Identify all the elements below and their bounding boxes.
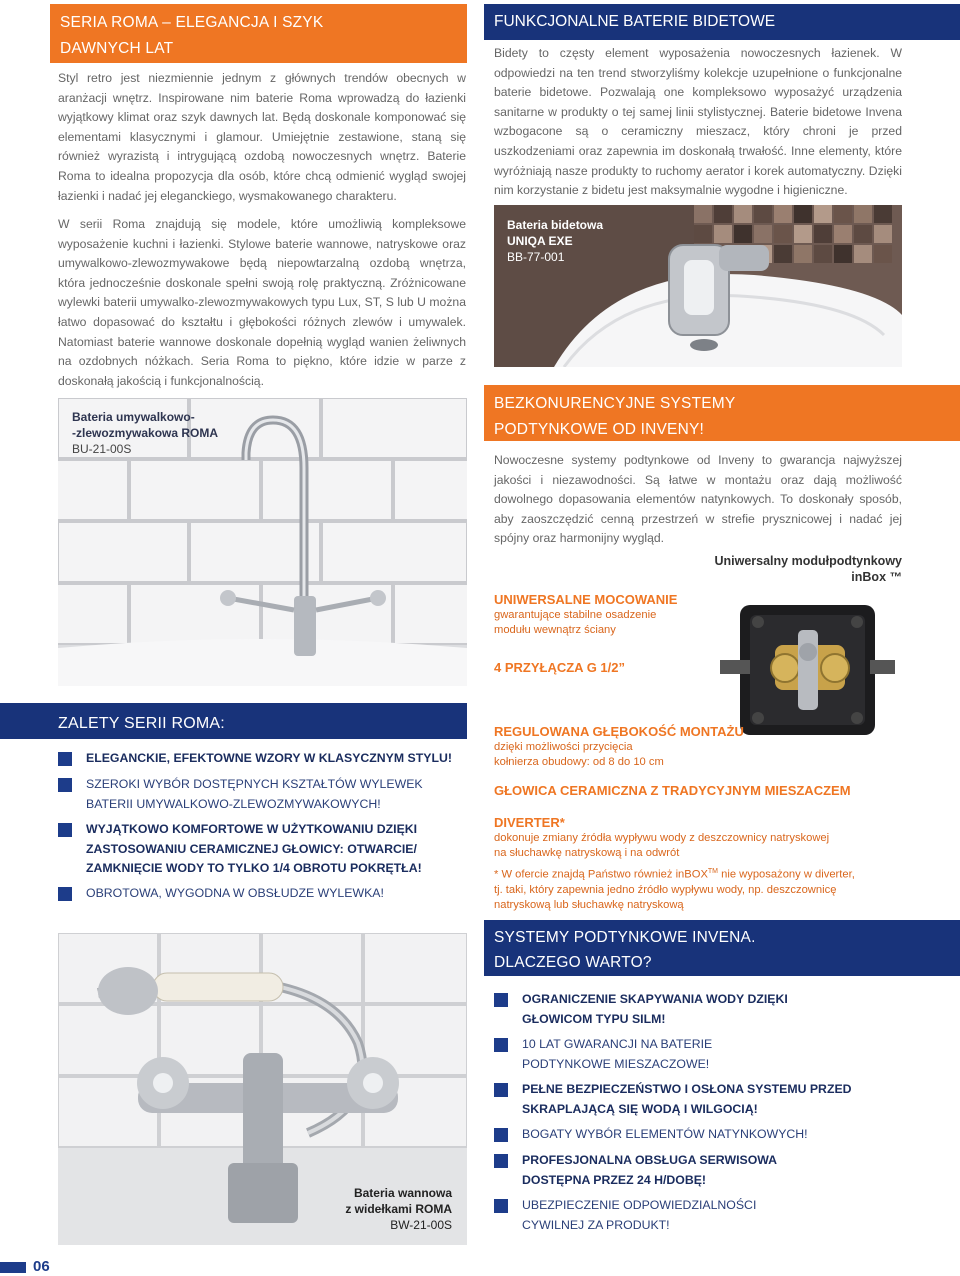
- feature-connections: 4 PRZYŁĄCZA G 1/2”: [494, 660, 625, 675]
- why-item: [494, 1035, 894, 1074]
- why-header-line2: DLACZEGO WARTO?: [494, 954, 652, 971]
- inbox-module-image: [720, 590, 895, 745]
- bidet-caption: [507, 217, 667, 265]
- bullet-square-icon: [58, 778, 72, 792]
- bullet-square-icon: [494, 1083, 508, 1097]
- feature-adjustable-depth-title: REGULOWANA GŁĘBOKOŚĆ MONTAŻU: [494, 724, 744, 739]
- feature-diverter-sub2: na słuchawkę natryskową i na odwrót: [494, 847, 680, 859]
- inbox-caption-line1: Uniwersalny modułpodtynkowy: [714, 554, 902, 568]
- bullet-square-icon: [494, 1199, 508, 1213]
- feature-diverter: [494, 815, 914, 861]
- why-item-text: [522, 1080, 852, 1119]
- why-item-line1: PROFESJONALNA OBSŁUGA SERWISOWA: [522, 1153, 778, 1167]
- roma-advantage-item: [58, 749, 468, 769]
- why-item-text: BOGATY WYBÓR ELEMENTÓW NATYNKOWYCH!: [522, 1127, 808, 1141]
- feature-universal-mounting: [494, 592, 714, 638]
- why-item-line1: OGRANICZENIE SKAPYWANIA WODY DZIĘKI: [522, 992, 788, 1006]
- bullet-square-icon: [58, 752, 72, 766]
- concealed-systems-paragraph: Nowoczesne systemy podtynkowe od Inveny to gwarancja najwyższej jakości i niezawodności. Są łatwe w montażu oraz dają możliwość dowolnego dopasowania elementów natynkowych. To doskonały sposób, aby zaoszczędzić cenną przestrzeń w strefie prysznicowej i nadać jej spójny oraz harmonijny wygląd.: [494, 453, 902, 546]
- feature-universal-mounting-sub2: modułu wewnątrz ściany: [494, 624, 616, 636]
- bullet-square-icon: [494, 1038, 508, 1052]
- bidet-caption-line2: UNIQA EXE: [507, 234, 573, 248]
- page-number: 06: [33, 1258, 50, 1275]
- diverter-footnote-line1: [494, 864, 914, 883]
- why-item-text: [522, 1035, 712, 1074]
- diverter-footnote-line2: tj. taki, który zapewnia jedno źródło wypływu wody, np. deszczownicę: [494, 883, 837, 896]
- why-item-line2: CYWILNEJ ZA PRODUKT!: [522, 1217, 670, 1232]
- why-item: [494, 1151, 894, 1190]
- roma-basin-caption: [72, 409, 272, 457]
- roma-basin-caption-line1: Bateria umywalkowo-: [72, 410, 195, 424]
- feature-diverter-title: DIVERTER*: [494, 815, 565, 830]
- bidet-header: FUNKCJONALNE BATERIE BIDETOWE: [484, 4, 960, 40]
- roma-advantage-text: OBROTOWA, WYGODNA W OBSŁUDZE WYLEWKA!: [86, 886, 384, 900]
- feature-adjustable-depth: [494, 724, 794, 770]
- bullet-square-icon: [58, 887, 72, 901]
- why-item: [494, 990, 894, 1029]
- roma-header-line1: SERIA ROMA – ELEGANCJA I SZYK: [60, 14, 324, 31]
- diverter-footnote-line3: natryskową lub słuchawkę natryskową: [494, 898, 684, 911]
- roma-basin-caption-code: BU-21-00S: [72, 442, 132, 456]
- roma-advantage-text: SZEROKI WYBÓR DOSTĘPNYCH KSZTAŁTÓW WYLEWEK BATERII UMYWALKOWO-ZLEWOZMYWAKOWYCH!: [86, 777, 423, 811]
- diverter-footnote-a: * W ofercie znajdą Państwo również inBOX: [494, 868, 708, 881]
- feature-universal-mounting-sub1: gwarantujące stabilne osadzenie: [494, 609, 657, 621]
- why-header: [484, 920, 960, 976]
- why-item-line2: SKRAPLAJĄCĄ SIĘ WODĄ I WILGOCIĄ!: [522, 1101, 758, 1116]
- why-item: [494, 1125, 894, 1145]
- concealed-systems-header-line2: PODTYNKOWE OD INVENY!: [494, 421, 705, 438]
- page-number-bar: [0, 1262, 26, 1273]
- why-item-line2: GŁOWICOM TYPU SILM!: [522, 1011, 666, 1026]
- bullet-square-icon: [494, 993, 508, 1007]
- concealed-systems-header: [484, 385, 960, 441]
- why-item-text: [522, 990, 788, 1029]
- bullet-square-icon: [494, 1128, 508, 1142]
- roma-advantage-item: [58, 884, 468, 904]
- feature-diverter-sub1: dokonuje zmiany źródła wypływu wody z deszczownicy natryskowej: [494, 832, 830, 844]
- diverter-footnote: [494, 864, 914, 913]
- bullet-square-icon: [494, 1154, 508, 1168]
- feature-adjustable-depth-sub2: kołnierza obudowy: od 8 do 10 cm: [494, 756, 664, 768]
- roma-bath-caption-line2: z widełkami ROMA: [345, 1202, 452, 1216]
- bidet-paragraph: Bidety to częsty element wyposażenia nowoczesnych łazienek. W odpowiedzi na ten trend stworzyliśmy kolekcje uzupełnione o funkcjonalne baterie bidetowe. Pozwalają one kompleksowo wyposażyć urządzenia sanitarne w produkty o tej samej linii stylistycznej. Baterie bidetowe Invena wzbogacone są o ceramiczny mieszacz, który chroni je przed uszkodzeniami oraz zapewnia im doskonałą trwałość. Inne elementy, które wyróżniają nasze produkty to ruchomy aerator i korek automatyczny. Dzięki nim korzystanie z bidetu jest maksymalnie wygodne i higieniczne.: [494, 46, 902, 198]
- why-item-line1: PEŁNE BEZPIECZEŃSTWO I OSŁONA SYSTEMU PRZED: [522, 1082, 852, 1096]
- inbox-caption-line2: inBox ™: [851, 570, 902, 584]
- why-item-text: [522, 1196, 756, 1235]
- roma-advantage-text: WYJĄTKOWO KOMFORTOWE W UŻYTKOWANIU DZIĘKI ZASTOSOWANIU CERAMICZNEJ GŁOWICY: OTWARCIE/ ZAMKNIĘCIE WODY TO TYLKO 1/4 OBROTU POKRĘTŁA!: [86, 822, 422, 875]
- roma-bath-caption-code: BW-21-00S: [390, 1218, 452, 1232]
- roma-intro-paragraph: Styl retro jest niezmiennie jednym z głównych trendów obecnych w aranżacji wnętrz. Inspirowane nim baterie Roma wprowadzą do łazienki wyjątkowy klimat oraz szyk dawnych lat. Będą doskonale komponować się elementami klasycznymi i glamour. Umiejętnie zestawione, staną się również wyrazistą i intrygującą ozdobą nowoczesnych wnętrz. Baterie Roma to idealna propozycja dla osób, które chcą odmienić wygląd swojej łazienki i nadać jej eleganckiego, wysmakowanego charakteru.: [58, 71, 466, 203]
- diverter-footnote-b: nie wyposażony w diverter,: [721, 868, 855, 881]
- roma-range-paragraph: W serii Roma znajdują się modele, które umożliwią kompleksowe wyposażenie kuchni i łazienki. Stylowe baterie wannowe, natryskowe oraz umywalkowo-zlewozmywakowe będą niepowtarzalną ozdobą wnętrza, która jednocześnie doskonale spełni swoją rolę praktyczną. Zróżnicowane wylewki baterii umywalko-zlewozmywakowych typu Lux, ST, S lub U można łatwo dopasować do kształtu i głębokości różnych zlewów i umywalek. Natomiast baterie wannowe doskonale dopełnią wygląd wanien żeliwnych na ozdobnych nóżkach. Seria Roma to piękno, które idzie w parze z doskonałą jakością i funkcjonalnością.: [58, 217, 466, 388]
- why-item-line1: 10 LAT GWARANCJI NA BATERIE: [522, 1037, 713, 1051]
- why-item: [494, 1196, 894, 1235]
- feature-adjustable-depth-sub1: dzięki możliwości przycięcia: [494, 741, 633, 753]
- concealed-systems-header-line1: BEZKONURENCYJNE SYSTEMY: [494, 395, 736, 412]
- why-item-line2: PODTYNKOWE MIESZACZOWE!: [522, 1056, 710, 1071]
- bullet-square-icon: [58, 823, 72, 837]
- roma-basin-caption-line2: -zlewozmywakowa ROMA: [72, 426, 219, 440]
- bidet-caption-code: BB-77-001: [507, 250, 565, 264]
- diverter-footnote-tm: TM: [707, 868, 719, 875]
- roma-advantage-item: [58, 775, 468, 814]
- roma-advantages-header: ZALETY SERII ROMA:: [0, 703, 467, 739]
- roma-bath-caption-line1: Bateria wannowa: [353, 1186, 452, 1200]
- roma-advantage-item: [58, 820, 468, 879]
- why-item-line2: DOSTĘPNA PRZEZ 24 H/DOBĘ!: [522, 1172, 707, 1187]
- why-item: [494, 1080, 914, 1119]
- roma-header-line2: DAWNYCH LAT: [60, 40, 174, 57]
- roma-bath-caption: [300, 1185, 452, 1233]
- feature-ceramic-head: GŁOWICA CERAMICZNA Z TRADYCYJNYM MIESZACZEM: [494, 783, 851, 798]
- why-header-line1: SYSTEMY PODTYNKOWE INVENA.: [494, 929, 756, 946]
- why-item-line1: UBEZPIECZENIE ODPOWIEDZIALNOŚCI: [522, 1198, 757, 1212]
- inbox-caption: [680, 553, 902, 585]
- roma-advantage-text: ELEGANCKIE, EFEKTOWNE WZORY W KLASYCZNYM STYLU!: [86, 751, 452, 765]
- why-item-text: [522, 1151, 777, 1190]
- roma-header: [50, 4, 467, 63]
- feature-universal-mounting-title: UNIWERSALNE MOCOWANIE: [494, 592, 678, 607]
- bidet-caption-line1: Bateria bidetowa: [507, 218, 604, 232]
- inbox-module-illustration: [720, 590, 895, 745]
